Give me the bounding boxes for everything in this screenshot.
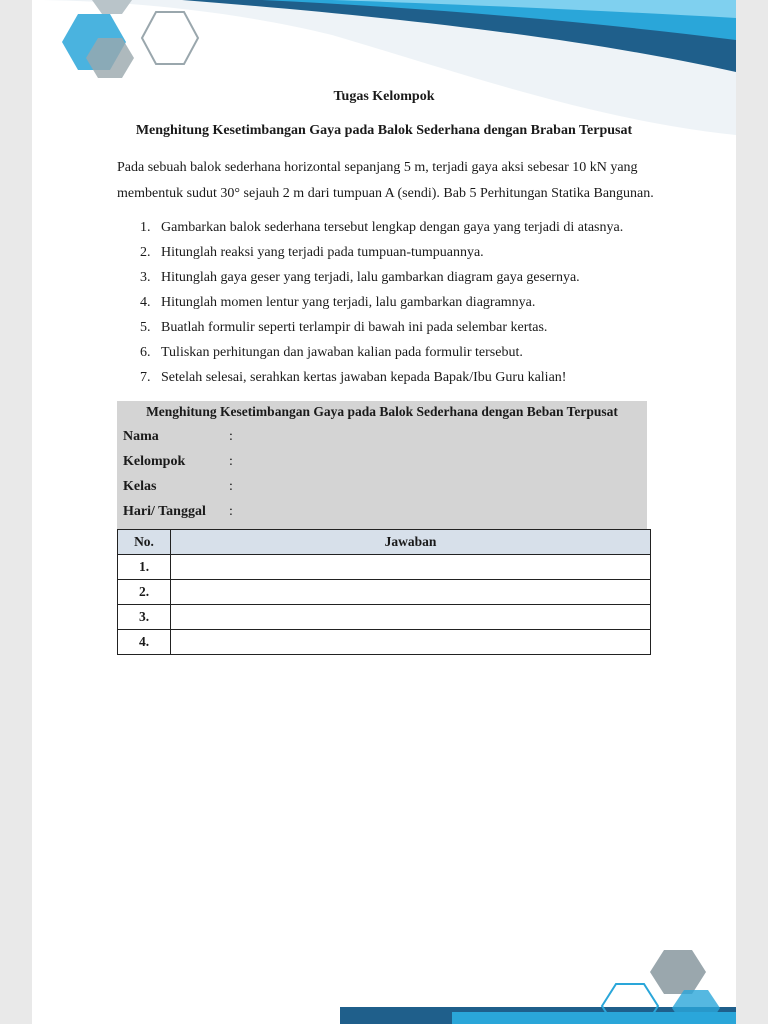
list-item: 3. Hitunglah gaya geser yang terjadi, lalu gambarkan diagram gaya gesernya. (140, 270, 580, 285)
list-item: 2. Hitunglah reaksi yang terjadi pada tumpuan-tumpuannya. (140, 245, 484, 260)
field-label-kelompok: Kelompok (123, 454, 186, 469)
answer-cell (171, 580, 651, 605)
table-row (118, 605, 651, 630)
field-separator: : (229, 479, 233, 494)
field-label-hari-tanggal: Hari/ Tanggal (123, 504, 206, 519)
list-item: 4. Hitunglah momen lentur yang terjadi, lalu gambarkan diagramnya. (140, 295, 536, 310)
field-separator: : (229, 454, 233, 469)
row-number: 4. (118, 630, 171, 655)
page-title: Tugas Kelompok (333, 89, 435, 104)
form-heading: Menghitung Kesetimbangan Gaya pada Balok Sederhana dengan Beban Terpusat (146, 404, 618, 419)
header-decoration (32, 0, 736, 135)
list-item: 7. Setelah selesai, serahkan kertas jawaban kepada Bapak/Ibu Guru kalian! (140, 370, 567, 385)
table-header-row (118, 530, 651, 555)
document-page (32, 0, 736, 1024)
hexagon-icon (92, 0, 132, 14)
table-row (118, 555, 651, 580)
row-number: 3. (118, 605, 171, 630)
answer-cell (171, 555, 651, 580)
answer-cell (171, 605, 651, 630)
row-number: 1. (118, 555, 171, 580)
answer-table (117, 529, 651, 655)
list-item: 5. Buatlah formulir seperti terlampir di bawah ini pada selembar kertas. (140, 320, 548, 335)
hexagon-icon (142, 12, 198, 64)
table-row (118, 580, 651, 605)
instruction-list (117, 215, 677, 390)
page-subtitle: Menghitung Kesetimbangan Gaya pada Balok Sederhana dengan Braban Terpusat (135, 123, 633, 138)
list-item: 1. Gambarkan balok sederhana tersebut lengkap dengan gaya yang terjadi di atasnya. (140, 220, 624, 235)
intro-paragraph: Pada sebuah balok sederhana horizontal sepanjang 5 m, terjadi gaya aksi sebesar 10 kN yang membentuk sudut 30° sejauh 2 m dari tumpuan A (sendi). Bab 5 Perhitungan Statika Bangunan. (117, 160, 654, 201)
hexagon-icon (650, 950, 706, 994)
answer-cell (171, 630, 651, 655)
answer-form-header (117, 401, 647, 529)
row-number: 2. (118, 580, 171, 605)
field-separator: : (229, 504, 233, 519)
footer-decoration (32, 950, 736, 1024)
field-label-kelas: Kelas (123, 479, 157, 494)
column-header-no: No. (118, 530, 171, 555)
field-label-nama: Nama (123, 429, 159, 444)
field-separator: : (229, 429, 233, 444)
column-header-jawaban: Jawaban (171, 530, 651, 555)
table-row (118, 630, 651, 655)
list-item: 6. Tuliskan perhitungan dan jawaban kalian pada formulir tersebut. (140, 345, 523, 360)
